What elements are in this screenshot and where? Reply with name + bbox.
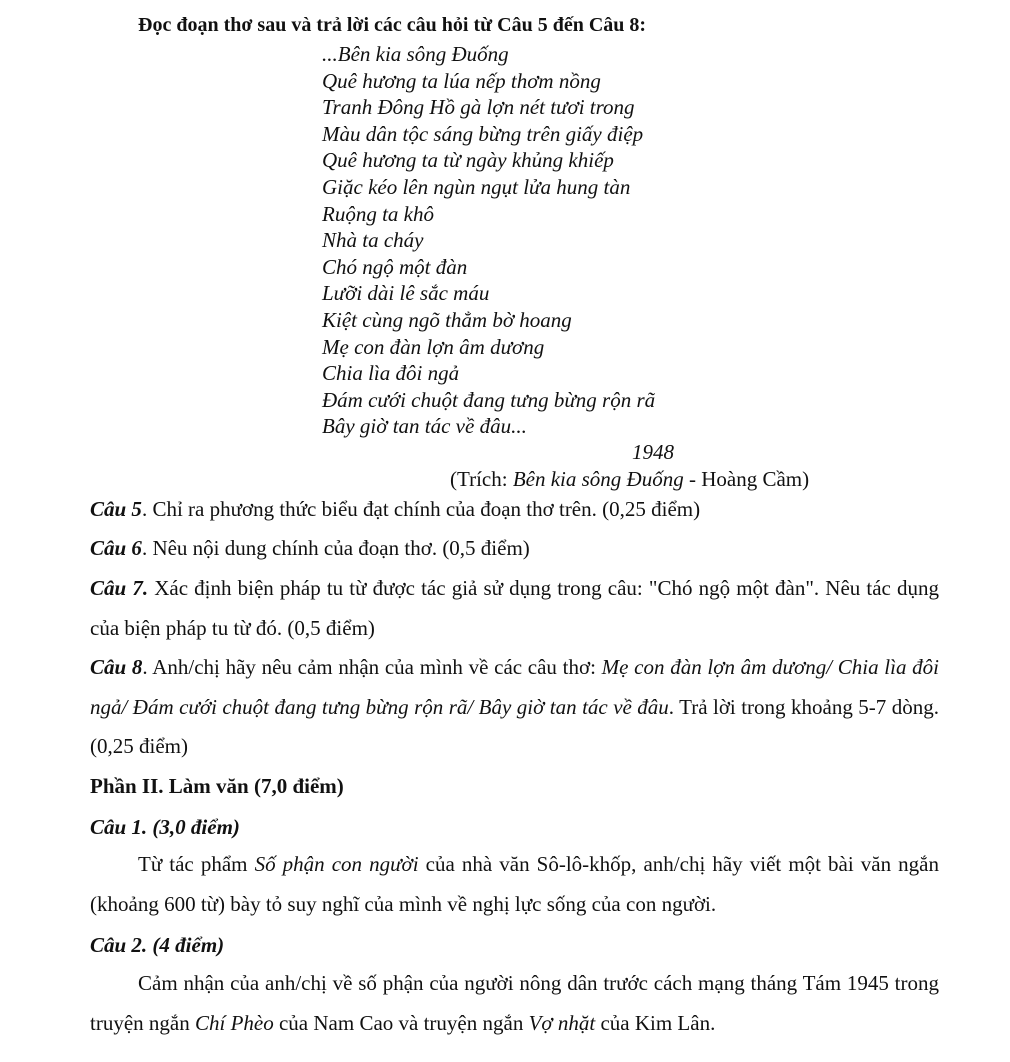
question-7 [90,569,939,648]
poem-line: Bây giờ tan tác về đâu... [322,414,527,439]
part-2-title: Phần II. Làm văn (7,0 điểm) [90,774,344,798]
poem-line: Chó ngộ một đàn [322,254,468,279]
poem-line: Kiệt cùng ngõ thẳm bờ hoang [322,307,572,332]
question-8-label: Câu 8 [90,655,143,679]
reading-heading: Đọc đoạn thơ sau và trả lời các câu hỏi từ Câu 5 đến Câu 8: [138,14,647,36]
question-5-text: . Chỉ ra phương thức biểu đạt chính của đoạn thơ trên. (0,25 điểm) [141,497,701,521]
essay-1-title: Câu 1. (3,0 điểm) [90,815,240,839]
essay-2-text: Cảm nhận của anh/chị về số phận của người nông dân trước cách mạng tháng Tám 1945 trong truyện ngắn [90,971,939,1035]
essay-1-work: Số phận con người [254,852,419,876]
poem-line: Ruộng ta khô [322,201,434,226]
poem-line: Mẹ con đàn lợn âm dương [322,334,545,359]
poem-line: Màu dân tộc sáng bừng trên giấy điệp [322,121,644,146]
question-7-text: Xác định biện pháp tu từ được tác giả sử dụng trong câu: "Chó ngộ một đàn". Nêu tác dụng của biện pháp tu từ đó. (0,5 điểm) [90,576,940,640]
question-8-text-end: . Trả lời trong khoảng 5-7 dòng. (0,25 điểm) [90,694,939,758]
question-6 [90,529,939,569]
poem [322,41,655,440]
question-8-quote: Mẹ con đàn lợn âm dương/ Chia lìa đôi ngả/ Đám cưới chuột đang tưng bừng rộn rã/ Bây giờ tan tác về đâu [90,655,940,719]
question-6-text: . Nêu nội dung chính của đoạn thơ. (0,5 điểm) [141,536,530,560]
question-8-text: . Anh/chị hãy nêu cảm nhận của mình về các câu thơ: [142,655,602,679]
essay-1-text: Từ tác phẩm [138,852,255,876]
essay-1-prompt [90,845,939,924]
poem-line: Quê hương ta từ ngày khủng khiếp [322,148,614,173]
question-8 [90,648,939,767]
essay-2-title: Câu 2. (4 điểm) [90,933,225,957]
source-suffix: - Hoàng Cầm) [683,467,810,491]
essay-2-work-1: Chí Phèo [194,1010,274,1035]
question-5 [90,490,939,530]
essay-2-text-end: của Kim Lân. [595,1010,716,1035]
poem-line: Tranh Đông Hồ gà lợn nét tươi trong [322,95,635,120]
source-prefix: (Trích: [450,467,513,491]
poem-source [450,467,809,492]
poem-line: Lưỡi dài lê sắc máu [322,281,490,306]
essay-2-work-2: Vợ nhặt [528,1010,596,1035]
question-6-label: Câu 6 [90,536,142,560]
essay-2-prompt [90,964,939,1043]
source-title: Bên kia sông Đuống [512,467,684,491]
poem-line: Đám cưới chuột đang tưng bừng rộn rã [322,387,656,412]
poem-line: Quê hương ta lúa nếp thơm nồng [322,68,601,93]
question-7-label: Câu 7. [90,576,149,600]
essay-1-text-end: của nhà văn Sô-lô-khốp, anh/chị hãy viết một bài văn ngắn (khoảng 600 từ) bày tỏ suy nghĩ của mình về nghị lực sống của con người. [90,852,939,916]
question-5-label: Câu 5 [90,497,142,521]
poem-line: Chia lìa đôi ngả [322,361,460,386]
poem-line: ...Bên kia sông Đuống [322,42,509,66]
poem-year: 1948 [632,440,674,464]
poem-line: Giặc kéo lên ngùn ngụt lửa hung tàn [322,174,631,199]
poem-line: Nhà ta cháy [322,228,424,253]
essay-2-text-mid: của Nam Cao và truyện ngắn [273,1010,529,1035]
